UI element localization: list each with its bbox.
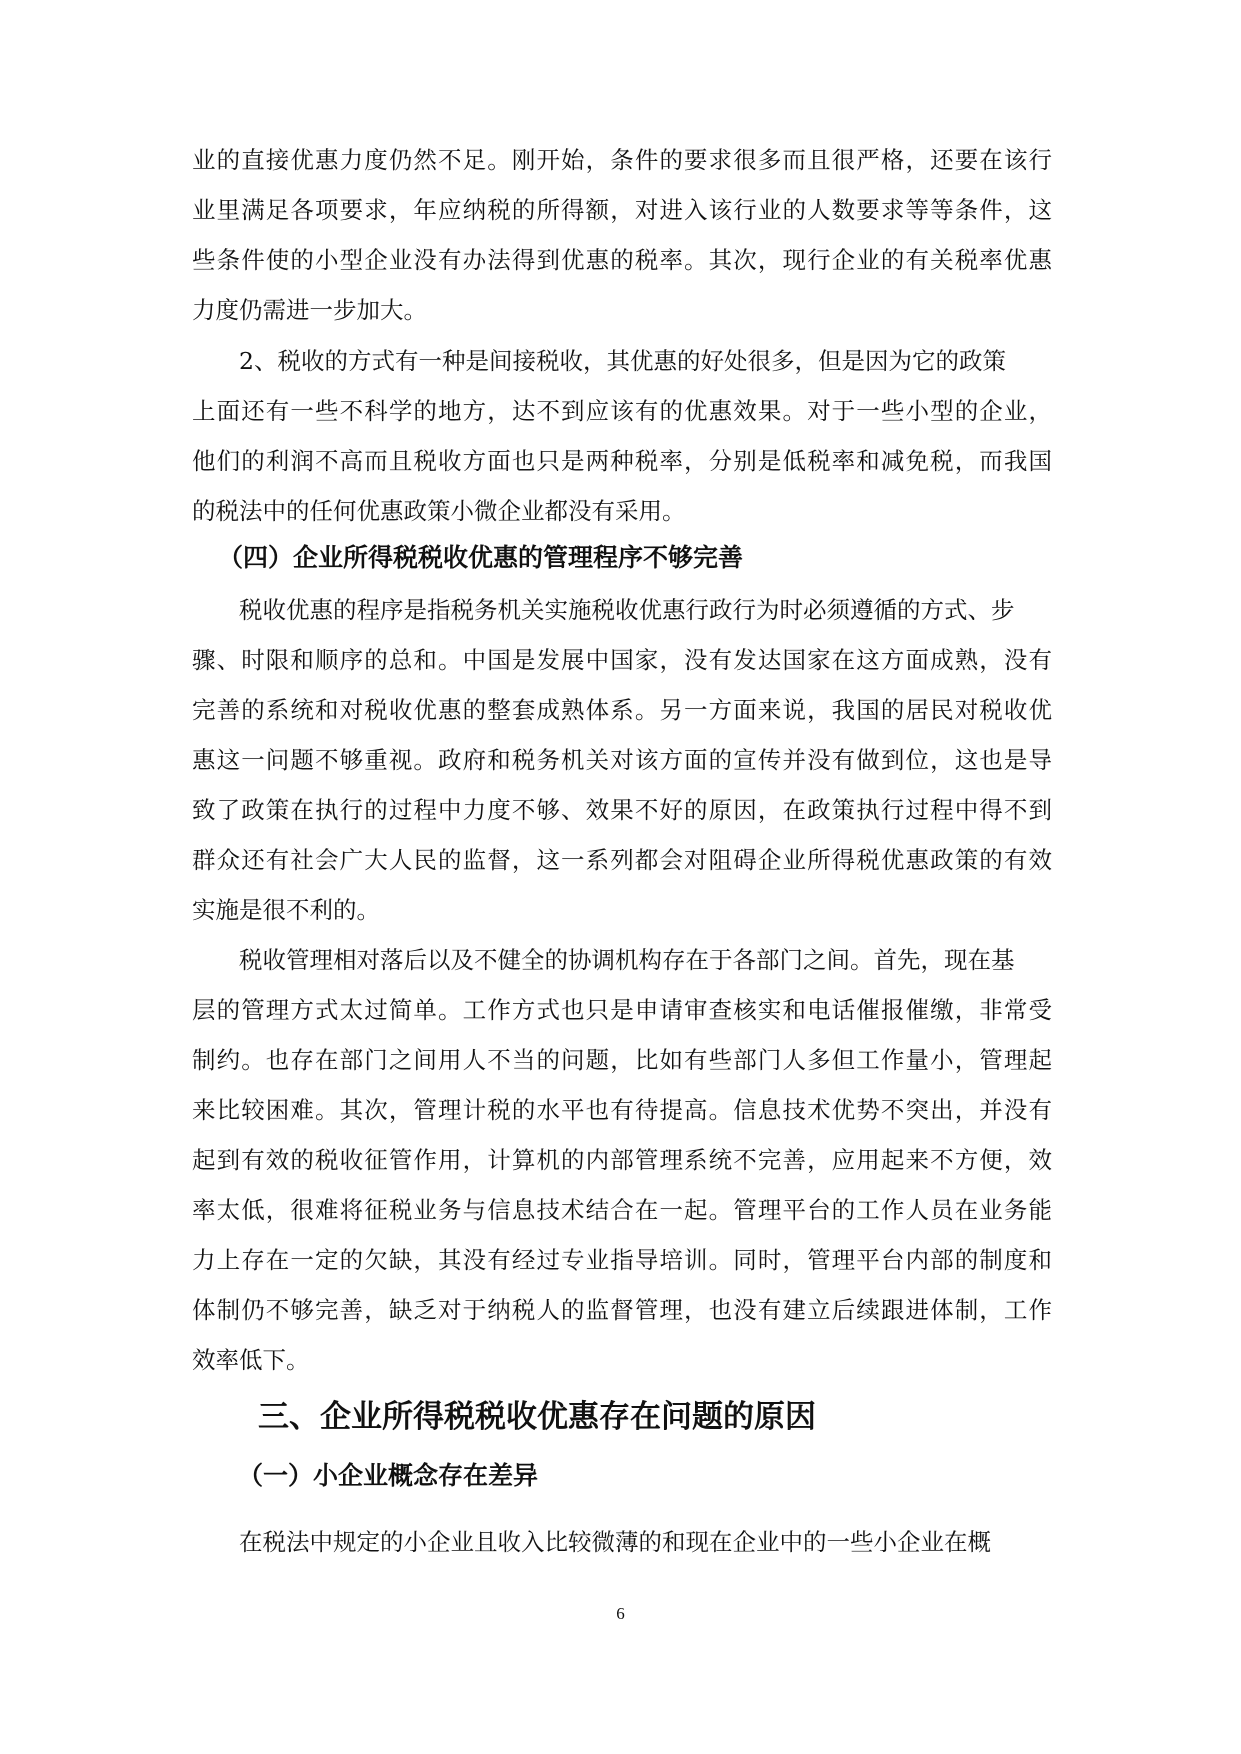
paragraph-line: 层的管理方式太过简单。工作方式也只是申请审查核实和电话催报催缴，非常受: [192, 996, 1052, 1024]
paragraph-line: 业里满足各项要求，年应纳税的所得额，对进入该行业的人数要求等等条件，这: [192, 196, 1052, 224]
paragraph-line: 率太低，很难将征税业务与信息技术结合在一起。管理平台的工作人员在业务能: [192, 1196, 1052, 1224]
paragraph-line: 2、税收的方式有一种是间接税收，其优惠的好处很多，但是因为它的政策: [239, 347, 1006, 375]
paragraph-line: 致了政策在执行的过程中力度不够、效果不好的原因，在政策执行过程中得不到: [192, 796, 1052, 824]
paragraph-line: 完善的系统和对税收优惠的整套成熟体系。另一方面来说，我国的居民对税收优: [192, 696, 1052, 724]
paragraph-line: 来比较困难。其次，管理计税的水平也有待提高。信息技术优势不突出，并没有: [192, 1096, 1052, 1124]
paragraph-line: 在税法中规定的小企业且收入比较微薄的和现在企业中的一些小企业在概: [239, 1528, 991, 1556]
paragraph-line: 骤、时限和顺序的总和。中国是发展中国家，没有发达国家在这方面成熟，没有: [192, 646, 1052, 674]
paragraph-line: 的税法中的任何优惠政策小微企业都没有采用。: [192, 497, 686, 525]
paragraph-line: 力度仍需进一步加大。: [192, 296, 427, 324]
paragraph-line: 体制仍不够完善，缺乏对于纳税人的监督管理，也没有建立后续跟进体制，工作: [192, 1296, 1052, 1324]
section-heading: （一）小企业概念存在差异: [238, 1461, 539, 1490]
paragraph-line: 税收优惠的程序是指税务机关实施税收优惠行政行为时必须遵循的方式、步: [239, 596, 1015, 624]
paragraph-line: 群众还有社会广大人民的监督，这一系列都会对阻碍企业所得税优惠政策的有效: [192, 846, 1052, 874]
paragraph-line: 起到有效的税收征管作用，计算机的内部管理系统不完善，应用起来不方便，效: [192, 1146, 1052, 1174]
paragraph-line: 效率低下。: [192, 1346, 310, 1374]
paragraph-line: 税收管理相对落后以及不健全的协调机构存在于各部门之间。首先，现在基: [239, 946, 1015, 974]
paragraph-line: 业的直接优惠力度仍然不足。刚开始，条件的要求很多而且很严格，还要在该行: [192, 146, 1052, 174]
paragraph-line: 上面还有一些不科学的地方，达不到应该有的优惠效果。对于一些小型的企业，: [192, 397, 1052, 425]
page-number: 6: [616, 1604, 625, 1623]
chapter-heading: 三、企业所得税税收优惠存在问题的原因: [258, 1399, 816, 1435]
paragraph-line: 他们的利润不高而且税收方面也只是两种税率，分别是低税率和减免税，而我国: [192, 447, 1052, 475]
paragraph-line: 些条件使的小型企业没有办法得到优惠的税率。其次，现行企业的有关税率优惠: [192, 246, 1052, 274]
paragraph-line: 制约。也存在部门之间用人不当的问题，比如有些部门人多但工作量小，管理起: [192, 1046, 1052, 1074]
paragraph-line: 实施是很不利的。: [192, 896, 380, 924]
paragraph-line: 力上存在一定的欠缺，其没有经过专业指导培训。同时，管理平台内部的制度和: [192, 1246, 1052, 1274]
section-heading: （四）企业所得税税收优惠的管理程序不够完善: [218, 543, 744, 572]
paragraph-line: 惠这一问题不够重视。政府和税务机关对该方面的宣传并没有做到位，这也是导: [192, 746, 1052, 774]
